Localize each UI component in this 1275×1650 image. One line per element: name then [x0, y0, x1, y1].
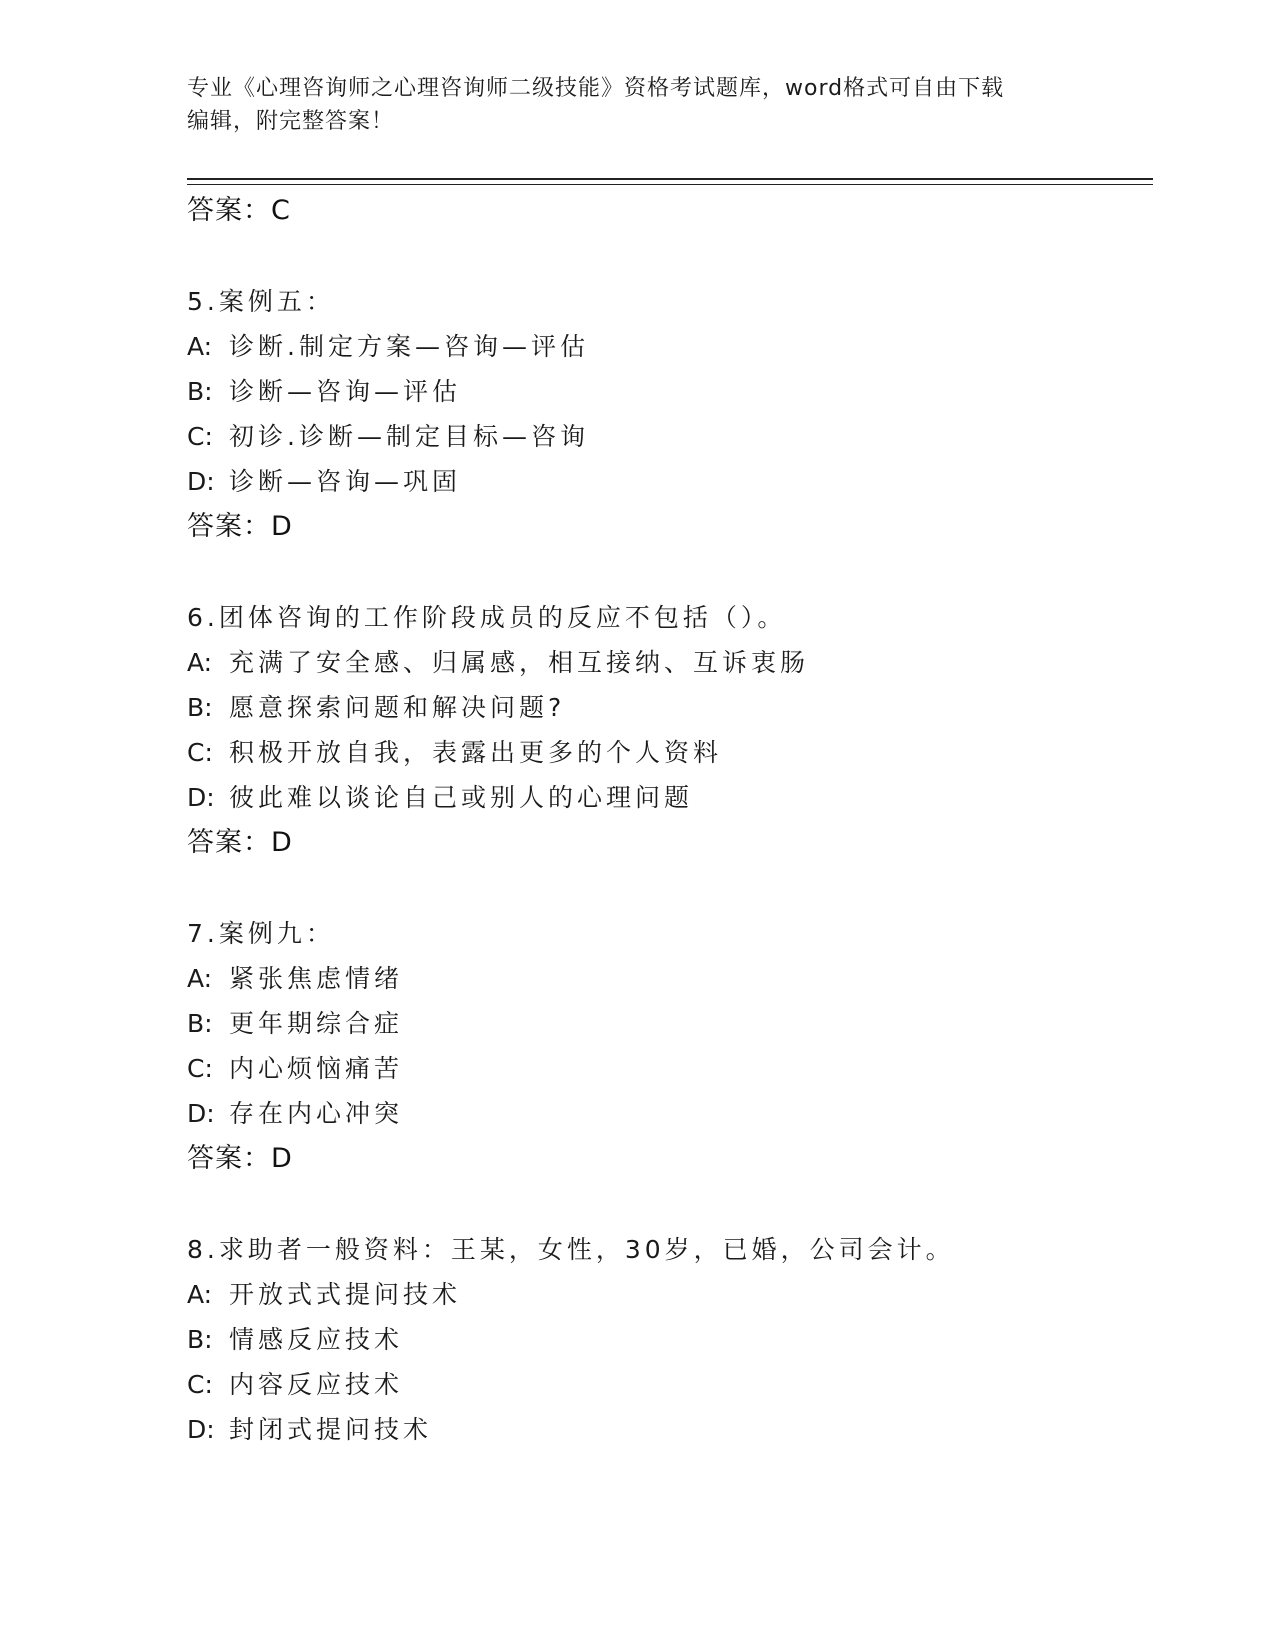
- option-text: 紧张焦虑情绪: [229, 964, 404, 993]
- option-d: [187, 775, 1137, 820]
- option-a: [187, 640, 1137, 685]
- option-b: [187, 1001, 1137, 1046]
- option-text: 诊断—咨询—评估: [229, 377, 462, 406]
- header-line-2: 编辑，附完整答案！: [187, 109, 395, 134]
- document-header: [187, 72, 1087, 138]
- option-text: 愿意探索问题和解决问题?: [229, 693, 566, 722]
- answer-label: 答案：: [187, 511, 271, 542]
- option-text: 存在内心冲突: [229, 1099, 404, 1128]
- option-key: C:: [187, 422, 213, 451]
- option-key: B:: [187, 1009, 213, 1038]
- option-text: 初诊.诊断—制定目标—咨询: [229, 422, 589, 451]
- option-a: [187, 324, 1137, 369]
- option-text: 内心烦恼痛苦: [229, 1054, 404, 1083]
- option-key: D:: [187, 467, 215, 496]
- option-key: A:: [187, 1280, 213, 1309]
- option-a: [187, 1272, 1137, 1317]
- answer-line: [187, 188, 1137, 234]
- option-a: [187, 956, 1137, 1001]
- option-key: B:: [187, 1325, 213, 1354]
- option-c: [187, 1046, 1137, 1091]
- header-rule-thick: [187, 178, 1153, 180]
- option-key: C:: [187, 1054, 213, 1083]
- option-text: 诊断.制定方案—咨询—评估: [229, 332, 589, 361]
- option-text: 充满了安全感、归属感，相互接纳、互诉衷肠: [229, 648, 810, 677]
- question-title: 5.案例五：: [187, 287, 335, 316]
- option-c: [187, 1362, 1137, 1407]
- option-text: 诊断—咨询—巩固: [229, 467, 462, 496]
- spacer: [187, 866, 1137, 911]
- option-d: [187, 459, 1137, 504]
- question-title: 8.求助者一般资料：王某，女性，30岁，已婚，公司会计。: [187, 1235, 955, 1264]
- option-text: 更年期综合症: [229, 1009, 404, 1038]
- option-key: A:: [187, 332, 213, 361]
- option-b: [187, 1317, 1137, 1362]
- answer-label: 答案：: [187, 827, 271, 858]
- answer-value: C: [271, 195, 290, 226]
- header-rule-thin: [187, 184, 1153, 185]
- spacer: [187, 550, 1137, 595]
- option-key: D:: [187, 783, 215, 812]
- question-title: 6.团体咨询的工作阶段成员的反应不包括（）。: [187, 603, 787, 632]
- option-b: [187, 685, 1137, 730]
- option-text: 积极开放自我，表露出更多的个人资料: [229, 738, 723, 767]
- answer-line: [187, 820, 1137, 866]
- option-d: [187, 1091, 1137, 1136]
- option-text: 情感反应技术: [229, 1325, 404, 1354]
- answer-value: D: [271, 511, 292, 542]
- option-key: A:: [187, 648, 213, 677]
- option-key: C:: [187, 738, 213, 767]
- option-key: D:: [187, 1099, 215, 1128]
- answer-label: 答案：: [187, 1143, 271, 1174]
- option-key: A:: [187, 964, 213, 993]
- answer-value: D: [271, 827, 292, 858]
- spacer: [187, 1182, 1137, 1227]
- option-d: [187, 1407, 1137, 1452]
- question-title: 7.案例九：: [187, 919, 335, 948]
- option-text: 封闭式提问技术: [229, 1415, 433, 1444]
- option-text: 开放式式提问技术: [229, 1280, 462, 1309]
- question-list: [187, 188, 1137, 1452]
- option-key: D:: [187, 1415, 215, 1444]
- option-text: 彼此难以谈论自己或别人的心理问题: [229, 783, 694, 812]
- option-c: [187, 730, 1137, 775]
- spacer: [187, 234, 1137, 279]
- answer-label: 答案：: [187, 195, 271, 226]
- option-text: 内容反应技术: [229, 1370, 404, 1399]
- answer-line: [187, 1136, 1137, 1182]
- option-key: B:: [187, 693, 213, 722]
- option-b: [187, 369, 1137, 414]
- option-key: B:: [187, 377, 213, 406]
- option-c: [187, 414, 1137, 459]
- header-line-1: 专业《心理咨询师之心理咨询师二级技能》资格考试题库，word格式可自由下载: [187, 76, 1005, 101]
- option-key: C:: [187, 1370, 213, 1399]
- answer-value: D: [271, 1143, 292, 1174]
- answer-line: [187, 504, 1137, 550]
